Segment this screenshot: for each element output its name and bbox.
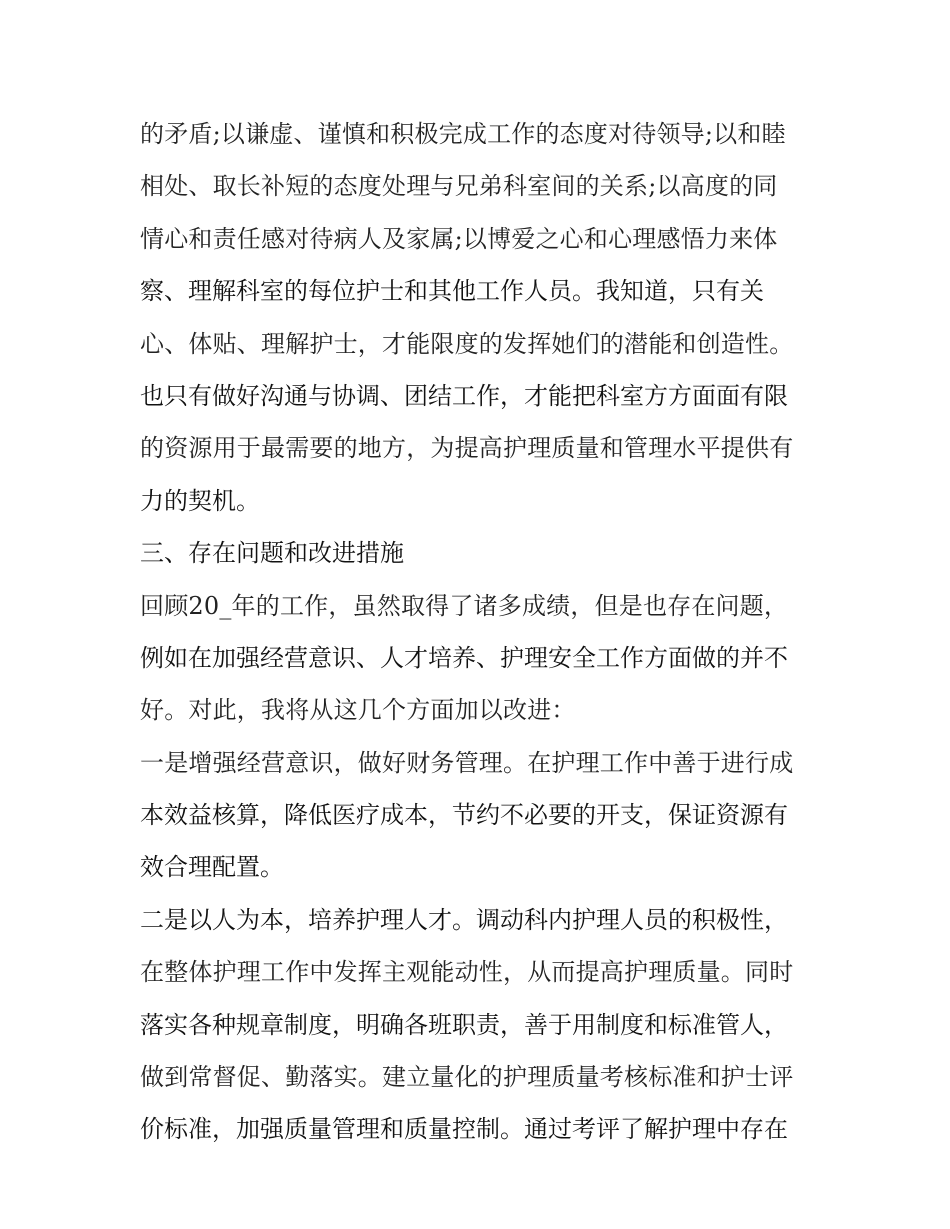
text-line: 的矛盾;以谦虚、谨慎和积极完成工作的态度对待领导;以和睦 <box>140 120 786 148</box>
text-line: 一是增强经营意识，做好财务管理。在护理工作中善于进行成 <box>140 748 794 777</box>
text-line: 例如在加强经营意识、人才培养、护理安全工作方面做的并不 <box>140 643 788 672</box>
text-line: 相处、取长补短的态度处理与兄弟科室间的关系;以高度的同 <box>140 172 778 201</box>
text-line: 做到常督促、勤落实。建立量化的护理质量考核标准和护士评 <box>140 1063 794 1092</box>
text-line: 好。对此，我将从这几个方面加以改进： <box>140 696 576 725</box>
text-line: 本效益核算，降低医疗成本，节约不必要的开支，保证资源有 <box>140 801 788 830</box>
text-line: 的资源用于最需要的地方，为提高护理质量和管理水平提供有 <box>140 434 794 463</box>
text-line: 二是以人为本，培养护理人才。调动科内护理人员的积极性， <box>140 905 788 934</box>
section-heading: 三、存在问题和改进措施 <box>140 539 404 568</box>
text-line: 心、体贴、理解护士，才能限度的发挥她们的潜能和创造性。 <box>140 329 794 358</box>
body-text <box>140 108 820 1156</box>
text-line: 情心和责任感对待病人及家属;以博爱之心和心理感悟力来体 <box>140 224 778 253</box>
text-line: 察、理解科室的每位护士和其他工作人员。我知道，只有关 <box>140 277 764 306</box>
text-line: 力的契机。 <box>140 486 260 515</box>
text-line: 价标准，加强质量管理和质量控制。通过考评了解护理中存在 <box>140 1115 788 1144</box>
text-line: 回顾20_年的工作，虽然取得了诸多成绩，但是也存在问题， <box>140 591 789 620</box>
text-line: 落实各种规章制度，明确各班职责，善于用制度和标准管人， <box>140 1010 788 1039</box>
text-line: 在整体护理工作中发挥主观能动性，从而提高护理质量。同时 <box>140 958 794 987</box>
text-line: 效合理配置。 <box>140 853 284 882</box>
text-line: 也只有做好沟通与协调、团结工作，才能把科室方方面面有限 <box>140 381 788 410</box>
